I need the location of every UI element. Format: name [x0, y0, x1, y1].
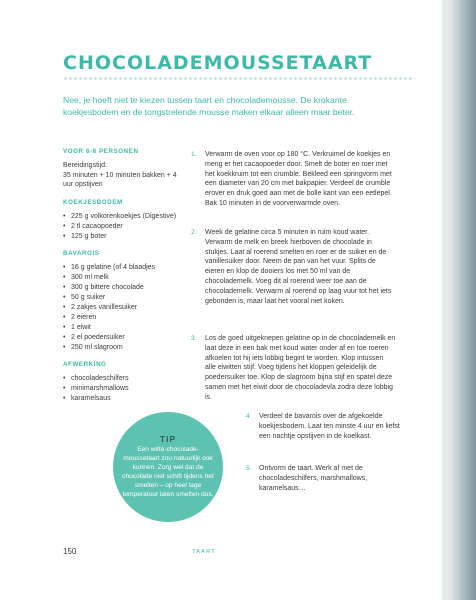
list-item: • 2 zakjes vanillesuiker	[63, 303, 185, 313]
step-number: 1.	[191, 151, 197, 158]
list-item: • 2 el poedersuiker	[63, 333, 185, 343]
list-item: • 300 ml melk	[63, 273, 185, 283]
page-edge-photo-strip	[442, 0, 476, 600]
step-1	[191, 150, 396, 209]
list-item: • 250 ml slagroom	[63, 343, 185, 353]
step-number: 5.	[246, 465, 252, 472]
list-item: • karamelsaus	[63, 394, 185, 404]
page-number: 150	[63, 547, 77, 556]
step-4	[246, 412, 402, 441]
step-text: Los de goed uitgeknepen gelatine op in de chocolademelk en laat deze in een bak met koud water onder af en toe roeren afkoelen tot hij iets lobbig begint te worden. Klop intussen alle eiwitten stijf. Voeg tijdens het kloppen geleidelijk de poedersuiker toe. Klop de slagroom bijna stijf en spatel deze samen met het eiwit door de chocoladevla zodra deze lobbig is.	[205, 335, 396, 401]
step-text: Verwarm de oven voor op 180 °C. Verkruimel de koekjes en meng er het cacaopoeder door. Smelt de boter en roer met het koekkruim tot een crumble. Bekleed een springvorm met een diameter van 20 cm met bakpapier. Verdeel de crumble erover en druk goed aan met de bolle kant van een eetlepel. Bak 10 minuten in de voorverwarmde oven.	[205, 151, 392, 207]
ingredient-list-koekjesbodem	[63, 212, 185, 242]
step-number: 3.	[191, 335, 197, 342]
step-text: Verdeel de bavarois over de afgekoelde koekjesbodem. Laat ten minste 4 uur en liefst een nachtje opstijven in de koelkast.	[259, 413, 400, 440]
step-3	[191, 334, 396, 403]
list-item: • 16 g gelatine (of 4 blaadjes	[63, 263, 185, 273]
list-item: • 2 eieren	[63, 313, 185, 323]
dotted-divider	[63, 77, 415, 80]
tip-text: Een witte-chocolade-moussetaart zou natuurlijk ook kunnen. Zorg wel dat de chocolade niet schift tijdens het smelten – op heel lage temperatuur laten smelten dus.	[122, 446, 214, 498]
step-5	[246, 464, 402, 493]
list-item: • 125 g boter	[63, 232, 185, 242]
recipe-intro: Nee, je hoeft niet te kiezen tussen taart en chocolademousse. De krokante koekjesbodem en de tongstrelende mousse maken elkaar alleen maar beter.	[63, 95, 355, 118]
section-heading-afwerking: AFWERKING	[63, 360, 107, 368]
step-number: 2.	[191, 229, 197, 236]
servings-heading: VOOR 6-8 PERSONEN	[63, 148, 139, 155]
section-heading-bavarois: BAVAROIS	[63, 249, 100, 257]
tip-title: TIP	[159, 434, 177, 444]
list-item: • 300 g bittere chocolade	[63, 283, 185, 293]
ingredient-list-afwerking	[63, 374, 185, 404]
list-item: • 50 g suiker	[63, 293, 185, 303]
step-text: Ontvorm de taart. Werk af met de chocoladeschilfers, marshmallows, karamelsaus…	[259, 465, 368, 492]
list-item: • chocoladeschilfers	[63, 374, 185, 384]
recipe-title: CHOCOLADEMOUSSETAART	[63, 52, 373, 74]
prep-time: 35 minuten + 10 minuten bakken + 4 uur opstijven	[63, 171, 177, 189]
step-text: Week de gelatine circa 5 minuten in ruim koud water. Verwarm de melk en breek hierboven de chocolade in stukjes. Laat al roerend smelten en roer er de suiker en de vanillesuiker door. Neem de pan van het vuur. Splits de eieren en klop de dooiers los met 50 ml van de chocolademelk. Voeg dit al roerend weer toe aan de chocolademelk. Verwarm al roerend op laag vuur tot het iets gebonden is, maar laat het vooral niet koken.	[205, 229, 392, 305]
list-item: • 225 g volkorenkoekjes (Digestive)	[63, 212, 185, 222]
prep-label: Bereidingstijd:	[63, 162, 107, 169]
ingredients-column	[63, 148, 185, 412]
list-item: • minimarshmallows	[63, 384, 185, 394]
step-2	[191, 228, 396, 306]
step-number: 4.	[246, 413, 252, 420]
ingredient-list-bavarois	[63, 263, 185, 353]
chapter-label: TAART	[192, 549, 216, 555]
list-item: • 1 eiwit	[63, 323, 185, 333]
list-item: • 2 tl cacaopoeder	[63, 222, 185, 232]
section-heading-koekjesbodem: KOEKJESBODEM	[63, 198, 123, 206]
